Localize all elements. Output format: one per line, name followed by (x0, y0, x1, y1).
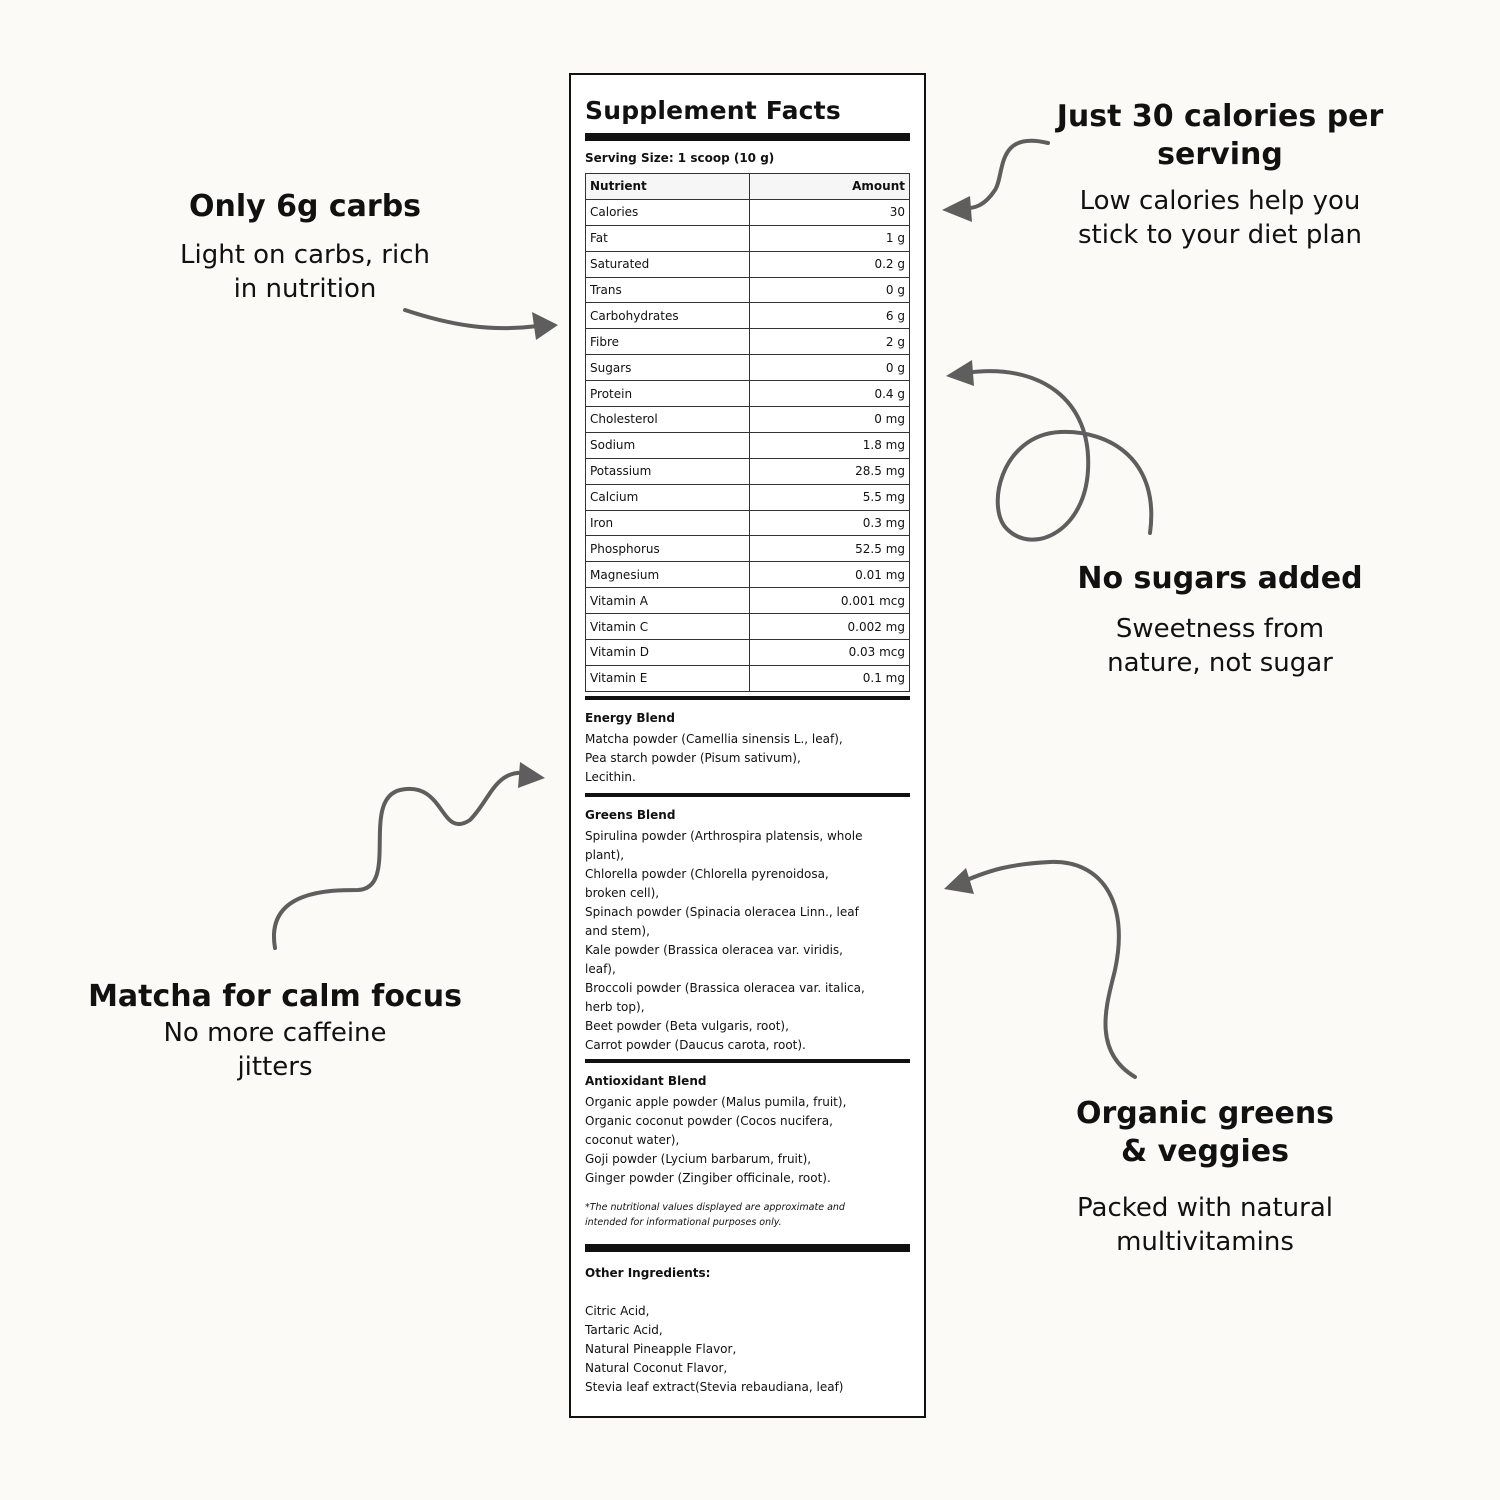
nutrient-amount: 0.2 g (750, 251, 910, 277)
nutrient-name: Vitamin C (586, 614, 750, 640)
callout-heading-line: serving (1157, 137, 1283, 172)
nutrient-amount: 0.4 g (750, 381, 910, 407)
ingredient-line: Spirulina powder (Arthrospira platensis, whole (585, 828, 863, 843)
table-row (586, 458, 910, 484)
arrow-matcha (274, 762, 545, 948)
ingredient-line: broken cell), (585, 885, 660, 900)
nutrient-rows (586, 199, 910, 691)
callout-heading: No sugars added (1077, 561, 1363, 596)
arrow-calories (942, 141, 1048, 222)
nutrient-name: Phosphorus (586, 536, 750, 562)
callout-heading-line: & veggies (1121, 1134, 1289, 1169)
arrow-greens (944, 862, 1135, 1077)
ingredient-line: Pea starch powder (Pisum sativum), (585, 750, 801, 765)
callout-subtext (1040, 184, 1400, 252)
table-row (586, 329, 910, 355)
greens-blend (585, 807, 910, 1055)
nutrient-name: Magnesium (586, 562, 750, 588)
callout-subtext-line: Sweetness from (1115, 614, 1325, 644)
table-row (586, 251, 910, 277)
callout-sugars (1055, 560, 1385, 680)
nutrient-amount: 0.001 mcg (750, 588, 910, 614)
nutrient-name: Fat (586, 225, 750, 251)
ingredient-line: Tartaric Acid, (585, 1322, 663, 1337)
ingredient-line: Ginger powder (Zingiber officinale, root). (585, 1170, 831, 1185)
callout-subtext-line: Low calories help you (1079, 186, 1361, 216)
nutrient-amount: 0.3 mg (750, 510, 910, 536)
callout-heading: Only 6g carbs (188, 189, 422, 224)
nutrient-name: Calories (586, 199, 750, 225)
serving-size: Serving Size: 1 scoop (10 g) (585, 151, 775, 165)
callout-subtext (1055, 612, 1385, 680)
divider (585, 1244, 910, 1252)
nutrient-amount: 28.5 mg (750, 458, 910, 484)
table-row (586, 381, 910, 407)
callout-subtext-line: multivitamins (1116, 1227, 1294, 1257)
callout-subtext (80, 1016, 470, 1084)
nutrient-name: Carbohydrates (586, 303, 750, 329)
nutrient-name: Protein (586, 381, 750, 407)
blend-title: Energy Blend (585, 710, 675, 725)
table-row (586, 588, 910, 614)
nutrient-amount: 52.5 mg (750, 536, 910, 562)
callout-greens (1040, 1095, 1370, 1259)
nutrient-amount: 0.1 mg (750, 665, 910, 691)
nutrient-name: Sodium (586, 432, 750, 458)
callout-subtext-line: in nutrition (233, 274, 377, 304)
callout-heading-line: Just 30 calories per (1056, 99, 1384, 134)
nutrient-amount: 0.03 mcg (750, 640, 910, 666)
nutrient-name: Saturated (586, 251, 750, 277)
ingredient-line: Matcha powder (Camellia sinensis L., leaf), (585, 731, 843, 746)
callout-subtext-line: stick to your diet plan (1078, 220, 1362, 250)
nutrient-name: Calcium (586, 484, 750, 510)
nutrient-name: Fibre (586, 329, 750, 355)
ingredient-line: Goji powder (Lycium barbarum, fruit), (585, 1151, 812, 1166)
callout-heading: Matcha for calm focus (88, 979, 462, 1014)
ingredient-line: coconut water), (585, 1132, 680, 1147)
ingredient-line: Carrot powder (Daucus carota, root). (585, 1037, 806, 1052)
divider (585, 1059, 910, 1063)
table-row (586, 614, 910, 640)
table-row (586, 225, 910, 251)
ingredient-line: Spinach powder (Spinacia oleracea Linn., leaf (585, 904, 859, 919)
ingredient-line: leaf), (585, 961, 616, 976)
column-header-nutrient: Nutrient (586, 174, 750, 200)
ingredient-line: Lecithin. (585, 769, 636, 784)
nutrient-amount: 30 (750, 199, 910, 225)
nutrient-amount: 0.002 mg (750, 614, 910, 640)
nutrient-name: Sugars (586, 355, 750, 381)
blend-title: Greens Blend (585, 807, 676, 822)
callout-heading-line: Organic greens (1075, 1096, 1335, 1131)
nutrient-amount: 0.01 mg (750, 562, 910, 588)
table-row (586, 277, 910, 303)
nutrient-name: Vitamin E (586, 665, 750, 691)
column-header-amount: Amount (750, 174, 910, 200)
nutrient-amount: 5.5 mg (750, 484, 910, 510)
nutrient-name: Iron (586, 510, 750, 536)
ingredient-line: herb top), (585, 999, 645, 1014)
table-row (586, 432, 910, 458)
callout-heading (1040, 1095, 1370, 1171)
other-ingredients-title: Other Ingredients: (585, 1265, 711, 1280)
nutrient-name: Potassium (586, 458, 750, 484)
nutrient-amount: 0 g (750, 355, 910, 381)
blend-title: Antioxidant Blend (585, 1073, 707, 1088)
ingredient-line: Broccoli powder (Brassica oleracea var. italica, (585, 980, 865, 995)
nutrient-amount: 1 g (750, 225, 910, 251)
callout-carbs (140, 188, 470, 306)
callout-calories (1040, 98, 1400, 252)
callout-subtext-line: Packed with natural (1077, 1193, 1333, 1223)
nutrient-amount: 0 g (750, 277, 910, 303)
callout-subtext-line: Light on carbs, rich (180, 240, 430, 270)
callout-subtext (1040, 1191, 1370, 1259)
ingredient-line: Chlorella powder (Chlorella pyrenoidosa, (585, 866, 829, 881)
other-ingredients-list (585, 1302, 910, 1397)
table-row (586, 665, 910, 691)
arrow-sugars (946, 360, 1151, 540)
table-row (586, 536, 910, 562)
nutrient-amount: 0 mg (750, 407, 910, 433)
ingredient-line: Beet powder (Beta vulgaris, root), (585, 1018, 789, 1033)
nutrient-amount: 2 g (750, 329, 910, 355)
disclaimer-line: intended for informational purposes only. (585, 1216, 782, 1228)
callout-subtext-line: No more caffeine (163, 1018, 387, 1048)
nutrient-amount: 6 g (750, 303, 910, 329)
callout-subtext-line: nature, not sugar (1107, 648, 1333, 678)
callout-subtext-line: jitters (237, 1052, 313, 1082)
divider (585, 696, 910, 700)
table-header-row (586, 174, 910, 200)
supplement-facts-label (569, 73, 926, 1418)
nutrient-table (585, 173, 910, 692)
table-row (586, 640, 910, 666)
label-title: Supplement Facts (585, 96, 841, 125)
blend-ingredients (585, 1093, 910, 1188)
ingredient-line: plant), (585, 847, 625, 862)
callout-heading (1040, 98, 1400, 174)
nutrient-amount: 1.8 mg (750, 432, 910, 458)
nutrient-name: Cholesterol (586, 407, 750, 433)
ingredient-line: Natural Coconut Flavor, (585, 1360, 728, 1375)
callout-matcha (80, 978, 470, 1084)
table-row (586, 199, 910, 225)
antioxidant-blend (585, 1073, 910, 1188)
table-row (586, 407, 910, 433)
disclaimer-note (585, 1200, 910, 1230)
blend-ingredients (585, 827, 910, 1055)
callout-subtext (140, 238, 470, 306)
ingredient-line: and stem), (585, 923, 650, 938)
ingredient-line: Organic coconut powder (Cocos nucifera, (585, 1113, 833, 1128)
table-row (586, 303, 910, 329)
disclaimer-line: *The nutritional values displayed are approximate and (585, 1201, 845, 1213)
divider (585, 133, 910, 141)
ingredient-line: Stevia leaf extract(Stevia rebaudiana, leaf) (585, 1379, 844, 1394)
nutrient-name: Vitamin D (586, 640, 750, 666)
divider (585, 793, 910, 797)
ingredient-line: Natural Pineapple Flavor, (585, 1341, 737, 1356)
ingredient-line: Organic apple powder (Malus pumila, fruit), (585, 1094, 847, 1109)
blend-ingredients (585, 730, 910, 787)
table-row (586, 510, 910, 536)
ingredient-line: Citric Acid, (585, 1303, 650, 1318)
table-row (586, 562, 910, 588)
energy-blend (585, 710, 910, 787)
nutrient-name: Vitamin A (586, 588, 750, 614)
ingredient-line: Kale powder (Brassica oleracea var. viridis, (585, 942, 843, 957)
table-row (586, 355, 910, 381)
arrow-carbs (405, 310, 558, 340)
nutrient-name: Trans (586, 277, 750, 303)
table-row (586, 484, 910, 510)
